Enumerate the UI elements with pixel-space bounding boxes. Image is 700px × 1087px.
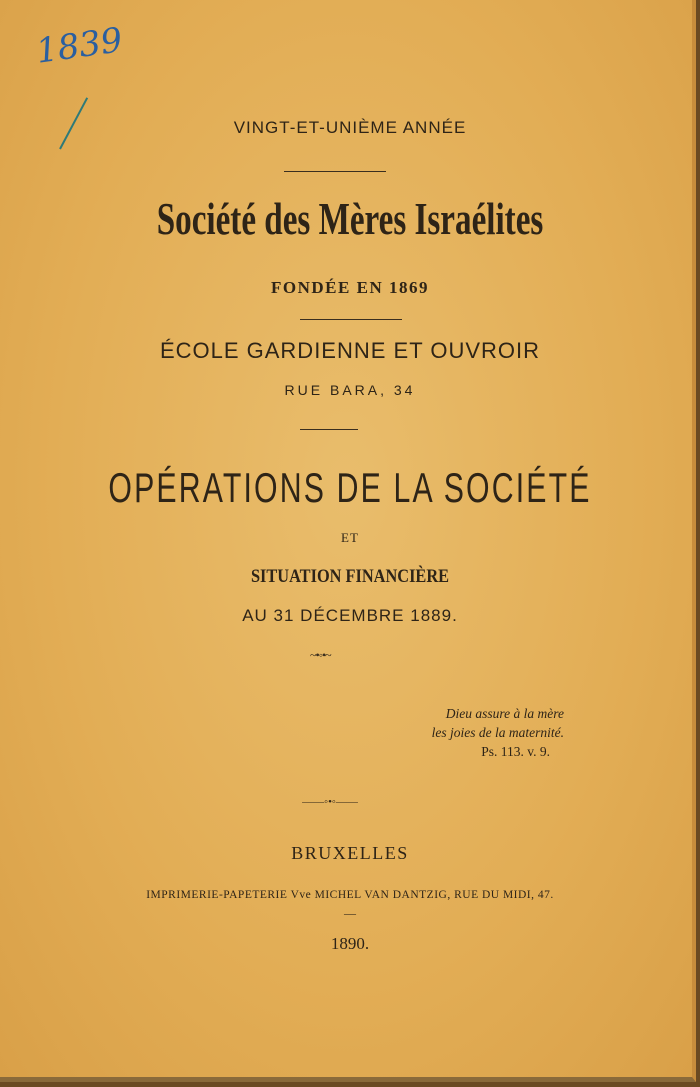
- founded-line: FONDÉE EN 1869: [271, 278, 429, 297]
- epigraph: [432, 704, 564, 761]
- divider-rule: [284, 171, 386, 172]
- small-dash: —: [344, 906, 356, 920]
- city-line: BRUXELLES: [291, 843, 409, 863]
- imprint-line: IMPRIMERIE-PAPETERIE Vve MICHEL VAN DANTZIG, RUE DU MIDI, 47.: [146, 889, 554, 901]
- publication-year: 1890.: [330, 934, 370, 953]
- ornament-rule: ——◦•◦——: [302, 796, 358, 808]
- ornament: ~•◦•~: [310, 648, 331, 662]
- date-line: AU 31 DÉCEMBRE 1889.: [242, 606, 458, 625]
- epigraph-line: Dieu assure à la mère: [445, 706, 564, 721]
- operations-heading: OPÉRATIONS DE LA SOCIÉTÉ: [108, 464, 592, 511]
- divider-rule: [300, 319, 402, 320]
- edition-year-line: VINGT-ET-UNIÈME ANNÉE: [233, 118, 467, 137]
- handwritten-number: 1839: [33, 20, 125, 72]
- epigraph-line: les joies de la maternité.: [431, 725, 564, 740]
- financial-situation-heading: SITUATION FINANCIÈRE: [250, 566, 450, 587]
- school-line: ÉCOLE GARDIENNE ET OUVROIR: [159, 338, 541, 363]
- address-line: RUE BARA, 34: [284, 382, 416, 398]
- divider-rule: [300, 429, 358, 430]
- society-title: Société des Mères Israélites: [156, 193, 544, 244]
- conjunction-et: ET: [341, 530, 359, 545]
- epigraph-reference: Ps. 113. v. 9.: [481, 744, 550, 759]
